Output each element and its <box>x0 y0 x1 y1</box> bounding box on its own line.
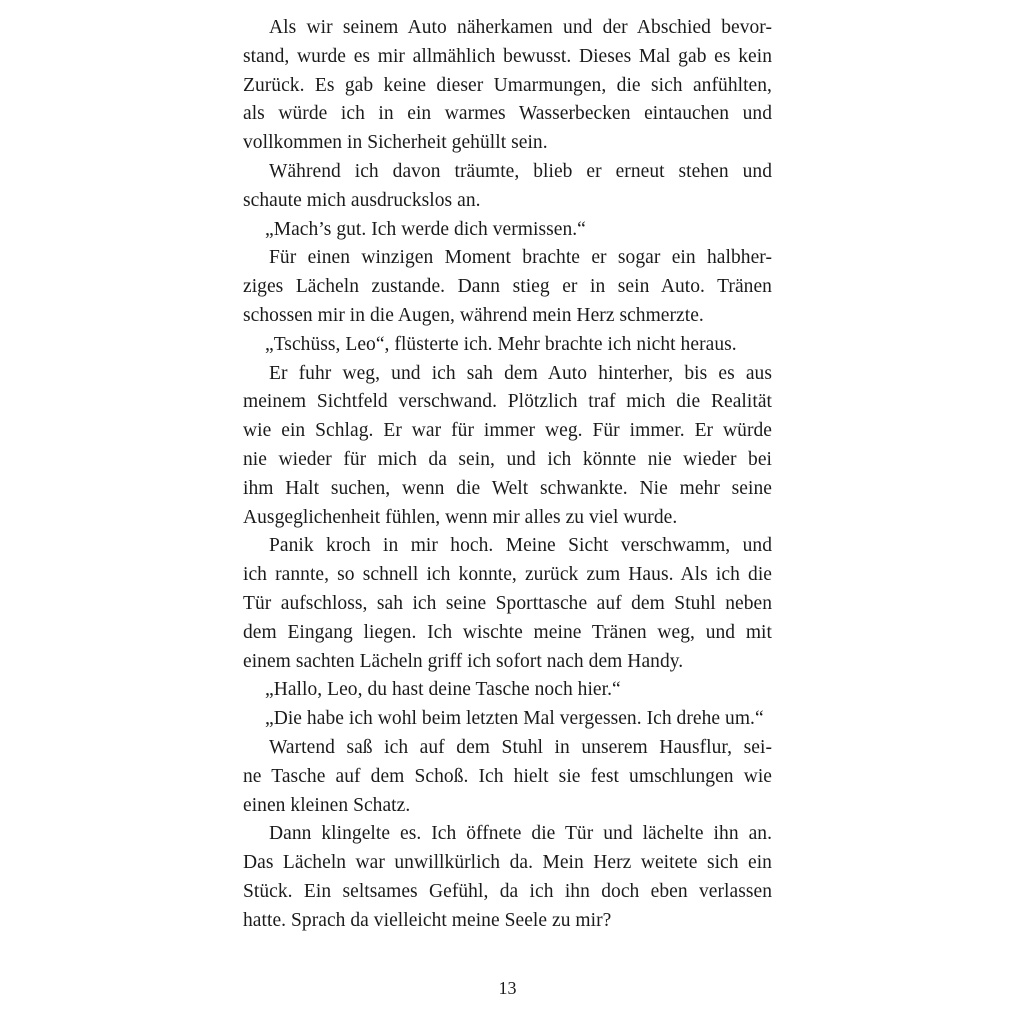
paragraph <box>243 14 772 158</box>
text-line: hatte. Sprach da vielleicht meine Seele zu mir? <box>243 909 612 931</box>
body-text <box>243 14 772 936</box>
dialogue-paragraph <box>243 676 772 705</box>
paragraph <box>243 820 772 935</box>
text-line: Dann klingelte es. Ich öffnete die Tür und lächelte ihn an. <box>269 823 772 845</box>
text-line: schaute mich ausdruckslos an. <box>243 189 481 211</box>
text-line: ihm Halt suchen, wenn die Welt schwankte. Nie mehr seine <box>243 477 772 499</box>
text-line: „Tschüss, Leo“, flüsterte ich. Mehr brachte ich nicht heraus. <box>265 333 737 355</box>
text-line: „Die habe ich wohl beim letzten Mal vergessen. Ich drehe um.“ <box>265 708 764 730</box>
text-line: wie ein Schlag. Er war für immer weg. Für immer. Er würde <box>243 420 772 442</box>
paragraph <box>243 360 772 533</box>
text-line: Ausgeglichenheit fühlen, wenn mir alles zu viel wurde. <box>243 506 678 528</box>
text-line: Für einen winzigen Moment brachte er sogar ein halbher- <box>269 247 772 269</box>
text-line: „Hallo, Leo, du hast deine Tasche noch hier.“ <box>265 679 621 701</box>
text-line: stand, wurde es mir allmählich bewusst. Dieses Mal gab es kein <box>243 45 772 67</box>
text-line: einem sachten Lächeln griff ich sofort nach dem Handy. <box>243 650 684 672</box>
text-line: Er fuhr weg, und ich sah dem Auto hinterher, bis es aus <box>269 362 772 384</box>
dialogue-paragraph <box>243 216 772 245</box>
book-page <box>243 14 772 1014</box>
text-line: schossen mir in die Augen, während mein Herz schmerzte. <box>243 304 704 326</box>
text-line: ziges Lächeln zustande. Dann stieg er in sein Auto. Tränen <box>243 276 772 298</box>
text-line: einen kleinen Schatz. <box>243 794 411 816</box>
text-line: vollkommen in Sicherheit gehüllt sein. <box>243 132 548 154</box>
text-line: Während ich davon träumte, blieb er erneut stehen und <box>269 160 772 182</box>
text-line: als würde ich in ein warmes Wasserbecken eintauchen und <box>243 103 772 125</box>
paragraph <box>243 158 772 216</box>
text-line: Als wir seinem Auto näherkamen und der Abschied bevor- <box>269 17 772 38</box>
text-line: ne Tasche auf dem Schoß. Ich hielt sie fest umschlungen wie <box>243 765 772 787</box>
text-line: dem Eingang liegen. Ich wischte meine Tränen weg, und mit <box>243 621 772 643</box>
text-line: Zurück. Es gab keine dieser Umarmungen, die sich anfühlten, <box>243 74 772 96</box>
text-line: meinem Sichtfeld verschwand. Plötzlich traf mich die Realität <box>243 391 772 413</box>
paragraph <box>243 244 772 330</box>
text-line: Tür aufschloss, sah ich seine Sporttasche auf dem Stuhl neben <box>243 592 772 614</box>
text-line: „Mach’s gut. Ich werde dich vermissen.“ <box>265 218 586 240</box>
text-line: Wartend saß ich auf dem Stuhl in unserem Hausflur, sei- <box>269 736 772 758</box>
text-line: Stück. Ein seltsames Gefühl, da ich ihn doch eben verlassen <box>243 880 772 902</box>
text-line: Panik kroch in mir hoch. Meine Sicht verschwamm, und <box>269 535 772 557</box>
page-number: 13 <box>498 978 517 998</box>
dialogue-paragraph <box>243 331 772 360</box>
text-line: nie wieder für mich da sein, und ich könnte nie wieder bei <box>243 448 772 470</box>
dialogue-paragraph <box>243 705 772 734</box>
text-line: ich rannte, so schnell ich konnte, zurück zum Haus. Als ich die <box>243 564 772 586</box>
text-line: Das Lächeln war unwillkürlich da. Mein Herz weitete sich ein <box>243 852 772 874</box>
paragraph <box>243 532 772 676</box>
paragraph <box>243 734 772 820</box>
